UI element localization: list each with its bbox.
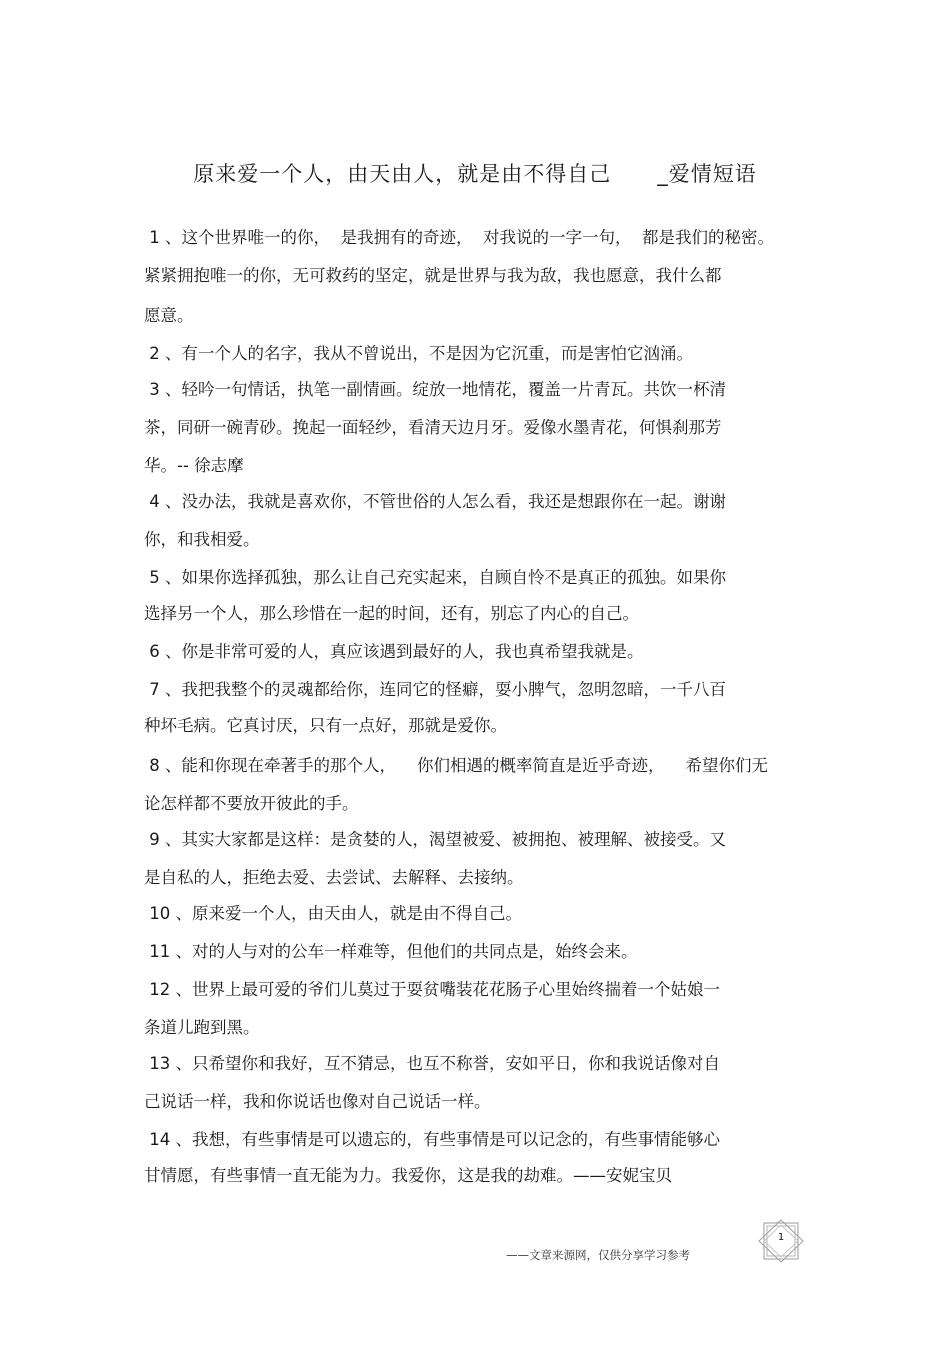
document-title: 原来爱一个人，由天由人，就是由不得自己 _爱情短语 [193, 162, 757, 186]
text-line: 14 、我想，有些事情是可以遗忘的，有些事情是可以记念的，有些事情能够心 [144, 1130, 720, 1149]
text-line: 茶，同研一碗青砂。挽起一面轻纱，看清天边月牙。爱像水墨青花，何惧刹那芳 [144, 418, 722, 437]
text-line: 愿意。 [144, 306, 194, 325]
text-line: 10 、原来爱一个人，由天由人，就是由不得自己。 [144, 904, 522, 923]
page-number: 1 [777, 1232, 785, 1243]
text-line: 选择另一个人，那么珍惜在一起的时间，还有，别忘了内心的自己。 [144, 604, 639, 623]
text-line: 条道儿跑到黑。 [144, 1018, 260, 1037]
text-line: 5 、如果你选择孤独，那么让自己充实起来，自顾自怜不是真正的孤独。如果你 [144, 568, 726, 587]
text-line: 12 、世界上最可爱的爷们儿莫过于耍贫嘴装花花肠子心里始终揣着一个姑娘一 [144, 980, 720, 999]
text-line: 11 、对的人与对的公车一样难等，但他们的共同点是，始终会来。 [144, 942, 638, 961]
text-line: 4 、没办法，我就是喜欢你，不管世俗的人怎么看，我还是想跟你在一起。谢谢 [144, 492, 726, 511]
text-line: 紧紧拥抱唯一的你，无可救药的坚定，就是世界与我为敌，我也愿意，我什么都 [144, 266, 722, 285]
text-line: 是自私的人，拒绝去爱、去尝试、去解释、去接纳。 [144, 868, 524, 887]
text-line: 论怎样都不要放开彼此的手。 [144, 794, 359, 813]
text-line: 己说话一样，我和你说话也像对自己说话一样。 [144, 1092, 491, 1111]
text-line: 13 、只希望你和我好，互不猜忌，也互不称誉，安如平日，你和我说话像对自 [144, 1054, 720, 1073]
text-line: 7 、我把我整个的灵魂都给你，连同它的怪癖，耍小脾气，忽明忽暗，一千八百 [144, 680, 726, 699]
text-line: 1 、这个世界唯一的你， 是我拥有的奇迹， 对我说的一字一句， 都是我们的秘密。 [144, 228, 774, 247]
text-line: 8 、能和你现在牵著手的那个人， 你们相遇的概率简直是近乎奇迹， 希望你们无 [144, 756, 768, 775]
text-line: 甘情愿，有些事情一直无能为力。我爱你，这是我的劫难。——安妮宝贝 [144, 1166, 672, 1185]
text-line: 9 、其实大家都是这样：是贪婪的人，渴望被爱、被拥抱、被理解、被接受。又 [144, 830, 726, 849]
text-line: 3 、轻吟一句情话，执笔一副情画。绽放一地情花，覆盖一片青瓦。共饮一杯清 [144, 380, 726, 399]
text-line: 6 、你是非常可爱的人，真应该遇到最好的人，我也真希望我就是。 [144, 642, 644, 661]
text-line: 华。-- 徐志摩 [144, 456, 244, 475]
text-line: 你，和我相爱。 [144, 530, 260, 549]
text-line: 2 、有一个人的名字，我从不曾说出，不是因为它沉重，而是害怕它汹涌。 [144, 344, 693, 363]
source-note: ——文章来源网，仅供分享学习参考 [506, 1248, 690, 1262]
text-line: 种坏毛病。它真讨厌，只有一点好，那就是爱你。 [144, 716, 507, 735]
